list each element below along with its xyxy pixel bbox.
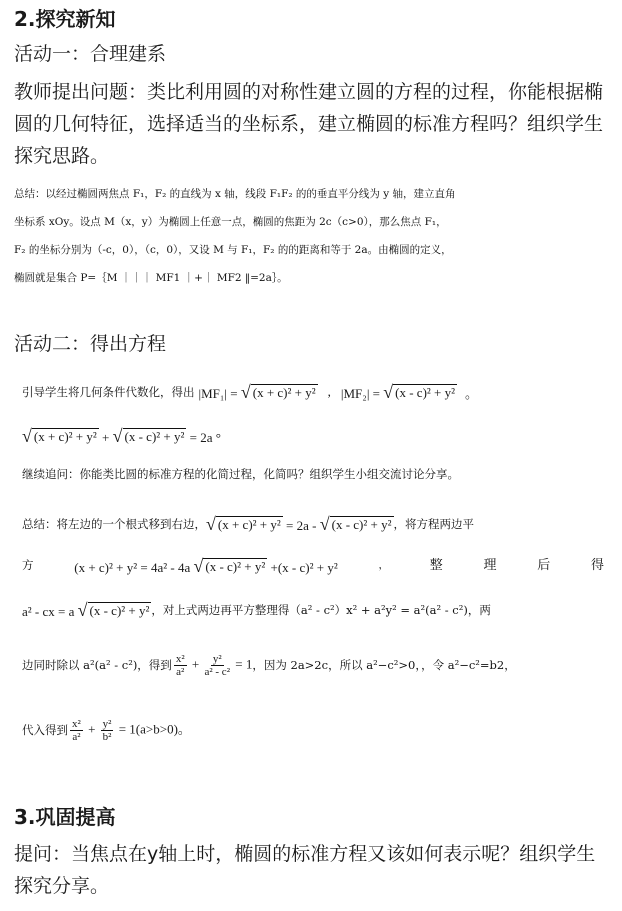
line3-lhs: a² - cx = a — [22, 603, 75, 619]
followup-question — [22, 460, 604, 488]
line3-radicand: (x - c)² + y² — [89, 602, 150, 618]
summary2-line5: 代入得到 $\frac{\text{x²}}{\text{a²}}$ + $\frac{\text{y²}}{\text{b²}}$ = 1(a>b>0)。 — [22, 717, 191, 743]
summary2-prefix: 总结：将左边的一个根式移到右边， — [22, 516, 206, 531]
mf2-label: |MF₂| = — [340, 385, 380, 401]
mf1-label: |MF₁| = — [198, 385, 238, 401]
fraction-numerator: x² — [175, 652, 185, 665]
mf2-radicand: (x - c)² + y² — [395, 384, 456, 400]
activity-two-title: 活动二：得出方程 — [14, 333, 167, 355]
sum-radicand-a: (x + c)² + y² — [33, 428, 97, 444]
summary-line: 总结：以经过椭圆两焦点 F₁，F₂ 的直线为 x 轴，线段 F₁F₂ 的的垂直平分线为 y 轴，建立直角 — [14, 188, 456, 200]
spread-char: 后 — [537, 557, 551, 573]
sum-equation: √ (x + c)² + y² + √ (x - c)² + y² = 2a ° — [22, 425, 221, 446]
distance-formula-line: 引导学生将几何条件代数化，得出 |MF₁| = √ (x + c)² + y² , |MF₂| = √ (x - c)² + y² 。 — [22, 381, 479, 402]
followup-text: 继续追问：你能类比圆的标准方程的化简过程，化简吗？组织学生小组交流讨论分享。 — [22, 466, 459, 481]
fraction-denominator: a² — [176, 665, 185, 678]
fraction-numerator: x² — [72, 717, 81, 730]
summary-line: F₂ 的坐标分别为（-c，0），（c，0），又设 M 与 F₁，F₂ 的的距离和等于 2a。由椭圆的定义， — [14, 244, 452, 256]
square-tail: +(x - c)² + y² — [270, 559, 338, 575]
summary2-line1: 总结：将左边的一个根式移到右边， √ (x + c)² + y² = 2a - √ (x - c)² + y² ，将方程两边平 — [22, 513, 474, 534]
sum-rhs: = 2a — [189, 429, 213, 445]
fraction-denominator: a² — [72, 730, 81, 743]
teacher-question-paragraph: 教师提出问题：类比利用圆的对称性建立圆的方程的过程，你能根据椭圆的几何特征，选择适当的坐标系，建立椭圆的标准方程吗？组织学生探究思路。 — [14, 81, 604, 167]
sum-radicand-b: (x - c)² + y² — [124, 428, 185, 444]
guide-text: 引导学生将几何条件代数化，得出 — [22, 384, 195, 399]
moved-eq-mid: = 2a - — [286, 517, 317, 533]
square-word: 方 — [22, 557, 34, 572]
line3-text: ，对上式两边再平方整理得（a² - c²）x² + a²y² = a²(a² - c²)，两 — [151, 602, 491, 617]
summary-line: 坐标系 xOy。设点 M（x，y）为椭圆上任意一点，椭圆的焦距为 2c（c>0），那么焦点 F₁， — [14, 216, 447, 228]
line5-tail: = 1(a>b>0)。 — [118, 720, 191, 736]
line4-suffix: ，因为 2a>2c，所以 a²−c²>0，，令 a²−c²=b2， — [252, 657, 516, 672]
summary-block-1 — [14, 186, 610, 287]
section-title: 2.探究新知 — [14, 7, 116, 31]
spread-char: 理 — [483, 557, 497, 573]
section-title: 3.巩固提高 — [14, 805, 116, 829]
fraction-denominator: b² — [102, 730, 112, 743]
square-equation: (x + c)² + y² = 4a² - 4a — [74, 559, 191, 575]
spread-char: 得 — [590, 557, 604, 573]
spread-char: 整 — [429, 557, 443, 573]
fraction-denominator: a² - c² — [204, 665, 230, 678]
summary2-line4: 边同时除以 a²(a² - c²)，得到 $\frac{\text{x²}}{\text{a²}}$ + $\frac{\text{y²}}{\text{a² - c²}}$ = 1 ，因为 2a>2c，所以 a²−c²>0，，令 a²−c²=b2， — [22, 652, 516, 678]
line5-prefix: 代入得到 — [22, 722, 68, 737]
summary2-line2: 方 (x + c)² + y² = 4a² - 4a √ (x - c)² + y² +(x - c)² + y² ， 整 理 后 得 — [22, 555, 604, 576]
fraction-numerator: y² — [212, 652, 222, 665]
line4-prefix: 边同时除以 a²(a² - c²)，得到 — [22, 657, 172, 672]
mf1-radicand: (x + c)² + y² — [252, 384, 316, 400]
summary2-line3: a² - cx = a √ (x - c)² + y² ，对上式两边再平方整理得（a² - c²）x² + a²y² = a²(a² - c²)，两 — [22, 599, 491, 620]
summary-line: 椭圆就是集合 P=｛M ｜｜｜ MF1 ｜+｜ MF2 ‖=2a｝。 — [14, 272, 288, 284]
square-radicand: (x - c)² + y² — [205, 558, 266, 574]
question-paragraph: 提问：当焦点在y轴上时，椭圆的标准方程又该如何表示呢？组织学生探究分享。 — [14, 843, 596, 897]
activity-one-title: 活动一：合理建系 — [14, 43, 167, 65]
moved-radicand-right: (x - c)² + y² — [331, 516, 392, 532]
moved-radicand-left: (x + c)² + y² — [217, 516, 281, 532]
fraction-numerator: y² — [102, 717, 112, 730]
line4-equals: = 1 — [235, 655, 253, 671]
summary2-suffix: ，将方程两边平 — [393, 516, 474, 531]
